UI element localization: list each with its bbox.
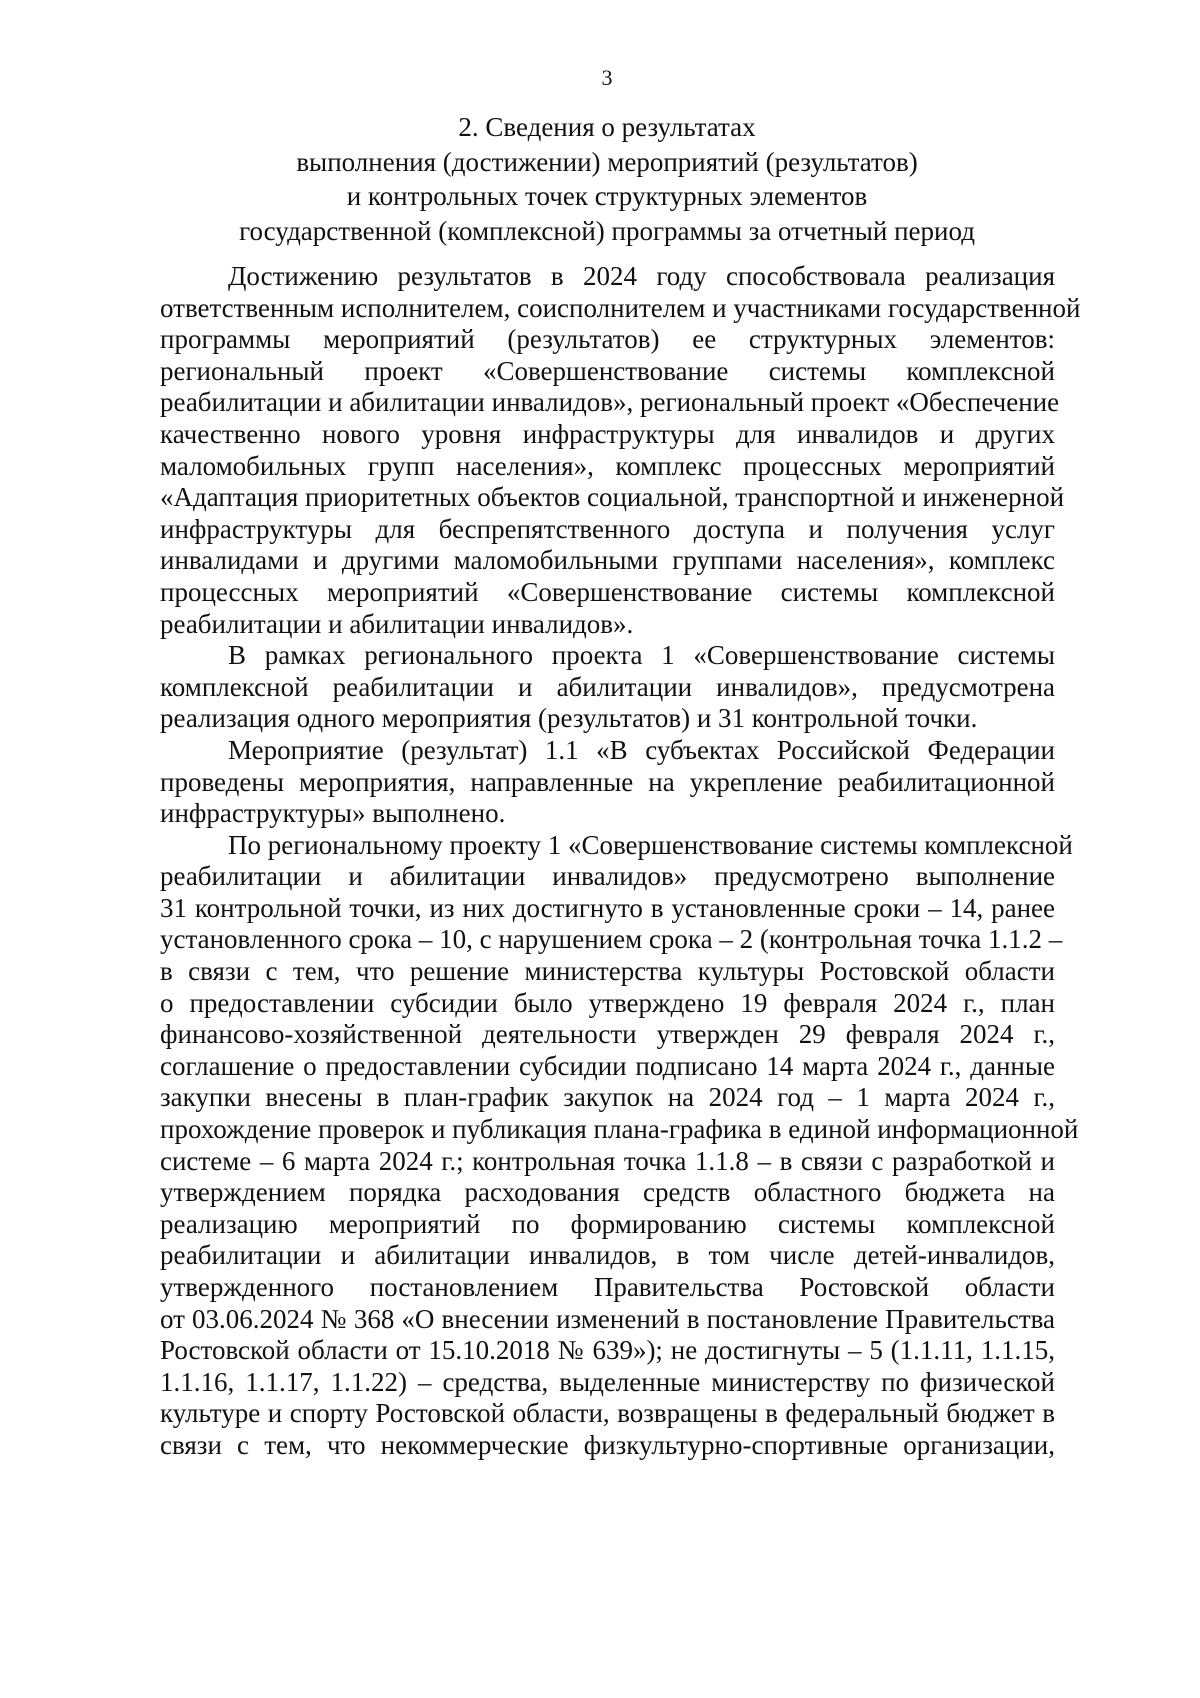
paragraph-line: реализация одного мероприятия (результатов) и 31 контрольной точки. xyxy=(160,703,978,734)
paragraph-line: инфраструктуры для беспрепятственного доступа и получения услуг xyxy=(160,513,1055,544)
paragraph-line: реабилитации и абилитации инвалидов». xyxy=(160,608,634,639)
page-number: 3 xyxy=(601,65,613,90)
paragraph-line: утвержденного постановлением Правительства Ростовской области xyxy=(160,1272,1055,1302)
paragraph-line: закупки внесены в план-график закупок на 2024 год – 1 марта 2024 г., xyxy=(160,1082,1055,1113)
heading-line: 2. Сведения о результатах xyxy=(458,112,756,142)
paragraph-line: Мероприятие (результат) 1.1 «В субъектах Российской Федерации xyxy=(228,734,1055,765)
heading-line: государственной (комплексной) программы за отчетный период xyxy=(239,215,975,246)
paragraph-line: инвалидами и другими маломобильными группами населения», комплекс xyxy=(160,545,1055,576)
paragraph-line: качественно нового уровня инфраструктуры для инвалидов и других xyxy=(160,418,1055,449)
paragraph-line: финансово-хозяйственной деятельности утвержден 29 февраля 2024 г., xyxy=(160,1019,1055,1050)
paragraph-line: реабилитации и абилитации инвалидов, в том числе детей-инвалидов, xyxy=(160,1240,1055,1271)
paragraph-line: комплексной реабилитации и абилитации инвалидов», предусмотрена xyxy=(160,671,1055,702)
paragraph-line: По региональному проекту 1 «Совершенствование системы комплексной xyxy=(228,829,1073,860)
section-heading xyxy=(160,110,1054,248)
paragraph-line: 31 контрольной точки, из них достигнуто в установленные сроки – 14, ранее xyxy=(160,892,1055,923)
paragraph-line: региональный проект «Совершенствование системы комплексной xyxy=(160,355,1055,386)
paragraph-line: от 03.06.2024 № 368 «О внесении изменений в постановление Правительства xyxy=(160,1303,1055,1334)
paragraph-line: «Адаптация приоритетных объектов социальной, транспортной и инженерной xyxy=(160,482,1065,513)
paragraph-line: утверждением порядка расходования средств областного бюджета на xyxy=(160,1177,1055,1208)
paragraph-line: системе – 6 марта 2024 г.; контрольная точка 1.1.8 – в связи с разработкой и xyxy=(160,1145,1055,1176)
paragraph-line: В рамках регионального проекта 1 «Совершенствование системы xyxy=(228,640,1055,671)
paragraph-line: Ростовской области от 15.10.2018 № 639»); не достигнуты – 5 (1.1.11, 1.1.15, xyxy=(160,1335,1055,1366)
paragraph-line: ответственным исполнителем, соисполнителем и участниками государственной xyxy=(160,292,1081,323)
body-text xyxy=(160,261,1081,1462)
paragraph-line: 1.1.16, 1.1.17, 1.1.22) – средства, выделенные министерству по физической xyxy=(160,1366,1055,1397)
heading-line: и контрольных точек структурных элементов xyxy=(346,181,868,212)
paragraph-line: установленного срока – 10, с нарушением срока – 2 (контрольная точка 1.1.2 – xyxy=(160,924,1063,955)
paragraph-line: программы мероприятий (результатов) ее структурных элементов: xyxy=(160,324,1055,355)
paragraph-line: реализацию мероприятий по формированию системы комплексной xyxy=(160,1208,1055,1239)
paragraph-line: процессных мероприятий «Совершенствование системы комплексной xyxy=(160,576,1055,607)
paragraph-line: маломобильных групп населения», комплекс процессных мероприятий xyxy=(160,450,1055,481)
paragraph-line: Достижению результатов в 2024 году способствовала реализация xyxy=(228,261,1055,291)
paragraph-line: в связи с тем, что решение министерства культуры Ростовской области xyxy=(160,956,1055,987)
paragraph-line: проведены мероприятия, направленные на укрепление реабилитационной xyxy=(160,766,1055,797)
paragraph-line: инфраструктуры» выполнено. xyxy=(160,798,506,829)
heading-line: выполнения (достижении) мероприятий (результатов) xyxy=(296,146,918,177)
paragraph xyxy=(160,735,1055,830)
paragraph xyxy=(160,261,1081,640)
paragraph-line: связи с тем, что некоммерческие физкультурно-спортивные организации, xyxy=(160,1429,1055,1460)
paragraph-line: культуре и спорту Ростовской области, возвращены в федеральный бюджет в xyxy=(160,1398,1055,1429)
paragraph-line: реабилитации и абилитации инвалидов», региональный проект «Обеспечение xyxy=(160,387,1060,418)
paragraph-line: реабилитации и абилитации инвалидов» предусмотрено выполнение xyxy=(160,861,1055,892)
paragraph xyxy=(160,829,1079,1462)
paragraph-line: соглашение о предоставлении субсидии подписано 14 марта 2024 г., данные xyxy=(160,1050,1055,1081)
paragraph xyxy=(160,640,1055,735)
paragraph-line: прохождение проверок и публикация плана-графика в единой информационной xyxy=(160,1114,1079,1145)
paragraph-line: о предоставлении субсидии было утверждено 19 февраля 2024 г., план xyxy=(160,987,1055,1018)
